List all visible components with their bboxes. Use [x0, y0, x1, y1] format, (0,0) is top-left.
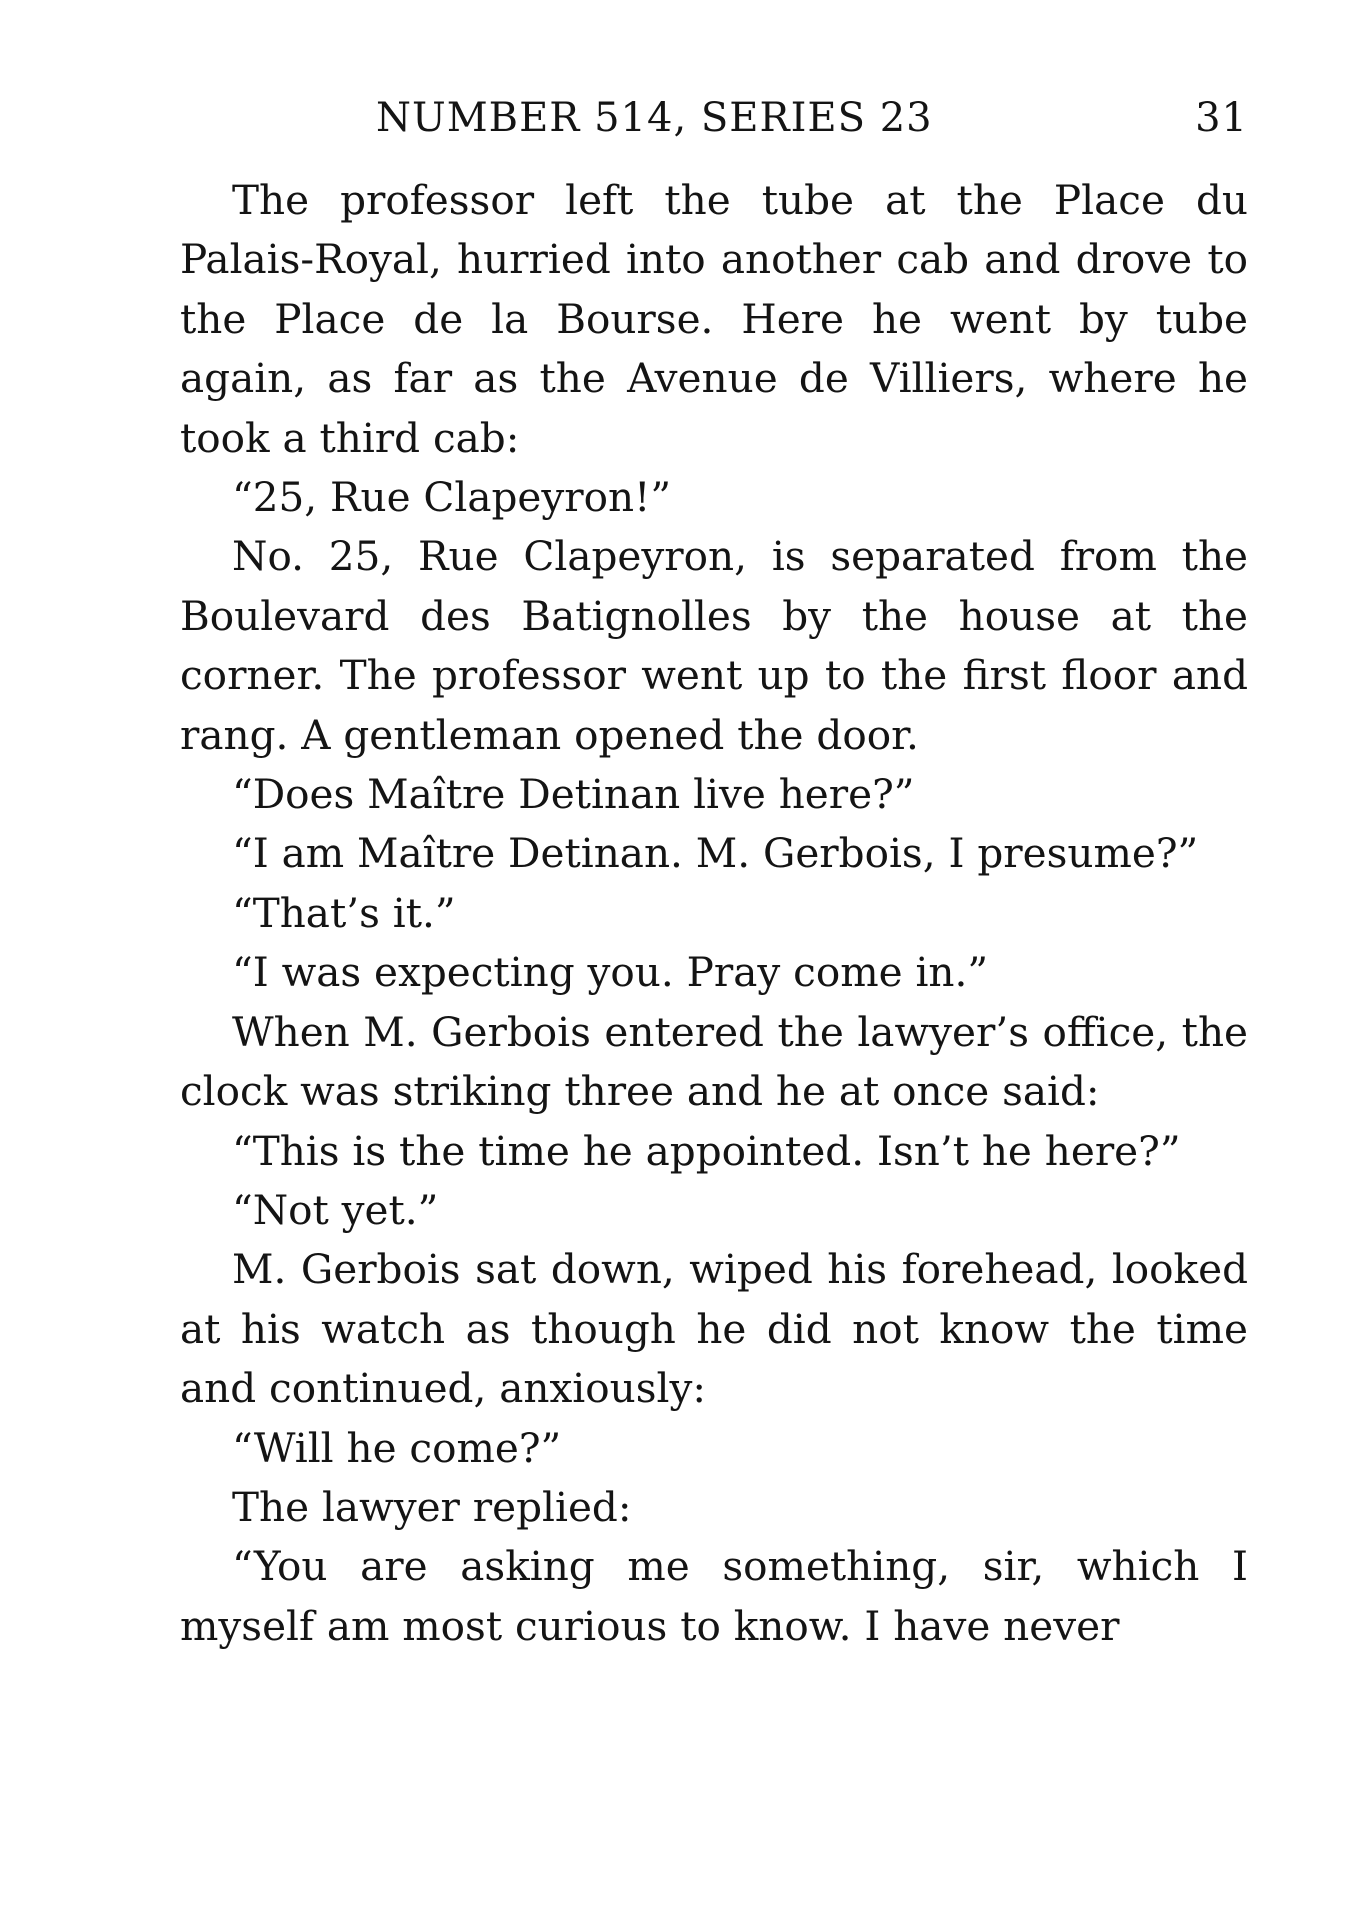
paragraph: M. Gerbois sat down, wiped his forehead, looked at his watch as though he did not know the time and continued, anxiously: [180, 1245, 1248, 1413]
paragraph: “This is the time he appointed. Isn’t he here?” [232, 1126, 1181, 1175]
running-title: NUMBER 514, SERIES 23 [376, 95, 933, 141]
page-number: 31 [1195, 95, 1248, 141]
paragraph: “I was expecting you. Pray come in.” [232, 948, 989, 997]
paragraph: No. 25, Rue Clapeyron, is separated from the Boulevard des Batignolles by the house at the corner. The professor went up to the first floor and rang. A gentleman opened the door. [180, 532, 1248, 759]
paragraph: “You are asking me something, sir, which I myself am most curious to know. I have never [180, 1542, 1248, 1650]
paragraph: “Does Maître Detinan live here?” [232, 770, 915, 819]
paragraph: When M. Gerbois entered the lawyer’s office, the clock was striking three and he at once said: [180, 1007, 1248, 1116]
paragraph: The lawyer replied: [232, 1482, 632, 1531]
paragraph: The professor left the tube at the Place du Palais-Royal, hurried into another cab and drove to the Place de la Bourse. Here he went by tube again, as far as the Avenue de Villiers, where he took a third cab: [180, 176, 1248, 462]
paragraph: “Not yet.” [232, 1185, 439, 1234]
paragraph: “Will he come?” [232, 1423, 562, 1472]
body-text [180, 171, 1248, 1656]
book-page [180, 95, 1248, 1656]
paragraph: “I am Maître Detinan. M. Gerbois, I presume?” [232, 829, 1199, 878]
paragraph: “25, Rue Clapeyron!” [232, 473, 672, 522]
running-head [180, 95, 1248, 171]
paragraph: “That’s it.” [232, 888, 456, 937]
